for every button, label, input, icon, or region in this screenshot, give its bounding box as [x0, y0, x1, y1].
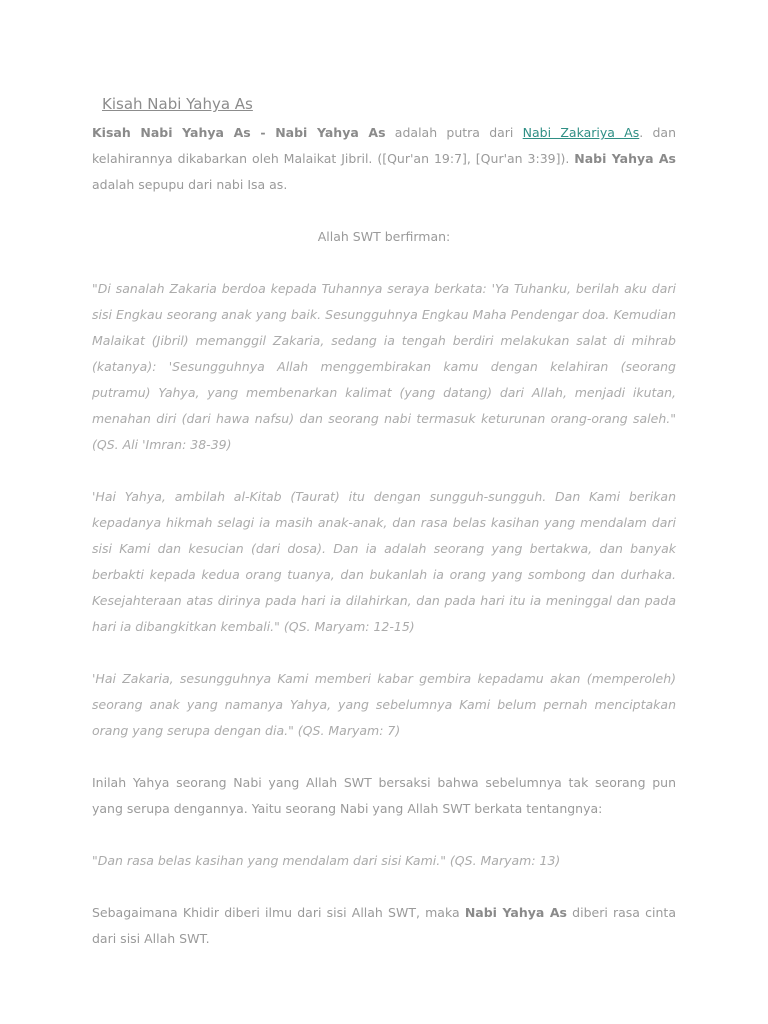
- link-nabi-zakariya[interactable]: Nabi Zakariya As: [522, 125, 640, 140]
- document-page: [92, 92, 676, 952]
- paragraph-last: [92, 900, 676, 952]
- paragraph-yahya: Inilah Yahya seorang Nabi yang Allah SWT bersaksi bahwa sebelumnya tak seorang pun yang serupa dengannya. Yaitu seorang Nabi yang Allah SWT berkata tentangnya:: [92, 775, 676, 816]
- quote-maryam-7: 'Hai Zakaria, sesungguhnya Kami memberi kabar gembira kepadamu akan (memperoleh) seorang anak yang namanya Yahya, yang sebelumnya Kami belum pernah menciptakan orang yang serupa dengan dia." (QS. Maryam: 7): [92, 671, 676, 738]
- last-text-2: diberi rasa cinta dari sisi Allah SWT.: [92, 905, 676, 946]
- quote-maryam-13: "Dan rasa belas kasihan yang mendalam dari sisi Kami." (QS. Maryam: 13): [92, 853, 561, 868]
- quote-ali-imran: "Di sanalah Zakaria berdoa kepada Tuhannya seraya berkata: 'Ya Tuhanku, berilah aku dari sisi Engkau seorang anak yang baik. Sesungguhnya Engkau Maha Pendengar doa. Kemudian Malaikat (Jibril) memanggil Zakaria, sedang ia tengah berdiri melakukan salat di mihrab (katanya): 'Sesungguhnya Allah menggembirakan kamu dengan kelahiran (seorang putramu) Yahya, yang membenarkan kalimat (yang datang) dari Allah, menjadi ikutan, menahan diri (dari hawa nafsu) dan seorang nabi termasuk keturunan orang-orang saleh." (QS. Ali 'Imran: 38-39): [92, 281, 676, 452]
- intro-text-2: . dan kelahirannya dikabarkan oleh Malaikat Jibril. ([Qur'an 19:7], [Qur'an 3:39]).: [92, 125, 677, 166]
- last-text-1: Sebagaimana Khidir diberi ilmu dari sisi Allah SWT, maka: [92, 905, 465, 920]
- intro-text-1: adalah putra dari: [385, 125, 523, 140]
- intro-bold-lead: Kisah Nabi Yahya As - Nabi Yahya As: [92, 125, 386, 140]
- quote-maryam-12-15: 'Hai Yahya, ambilah al-Kitab (Taurat) itu dengan sungguh-sungguh. Dan Kami berikan kepadanya hikmah selagi ia masih anak-anak, dan rasa belas kasihan yang mendalam dari sisi Kami dan kesucian (dari dosa). Dan ia adalah seorang yang bertakwa, dan banyak berbakti kepada kedua orang tuanya, dan bukanlah ia orang yang sombong dan durhaka. Kesejahteraan atas dirinya pada hari ia dilahirkan, dan pada hari itu ia meninggal dan pada hari ia dibangkitkan kembali." (QS. Maryam: 12-15): [92, 489, 676, 634]
- allah-says-line: Allah SWT berfirman:: [317, 229, 451, 244]
- page-title: Kisah Nabi Yahya As: [102, 95, 253, 113]
- intro-text-3: adalah sepupu dari nabi Isa as.: [92, 177, 288, 192]
- intro-paragraph: [92, 120, 676, 198]
- intro-bold-2: Nabi Yahya As: [574, 151, 676, 166]
- last-bold: Nabi Yahya As: [464, 905, 567, 920]
